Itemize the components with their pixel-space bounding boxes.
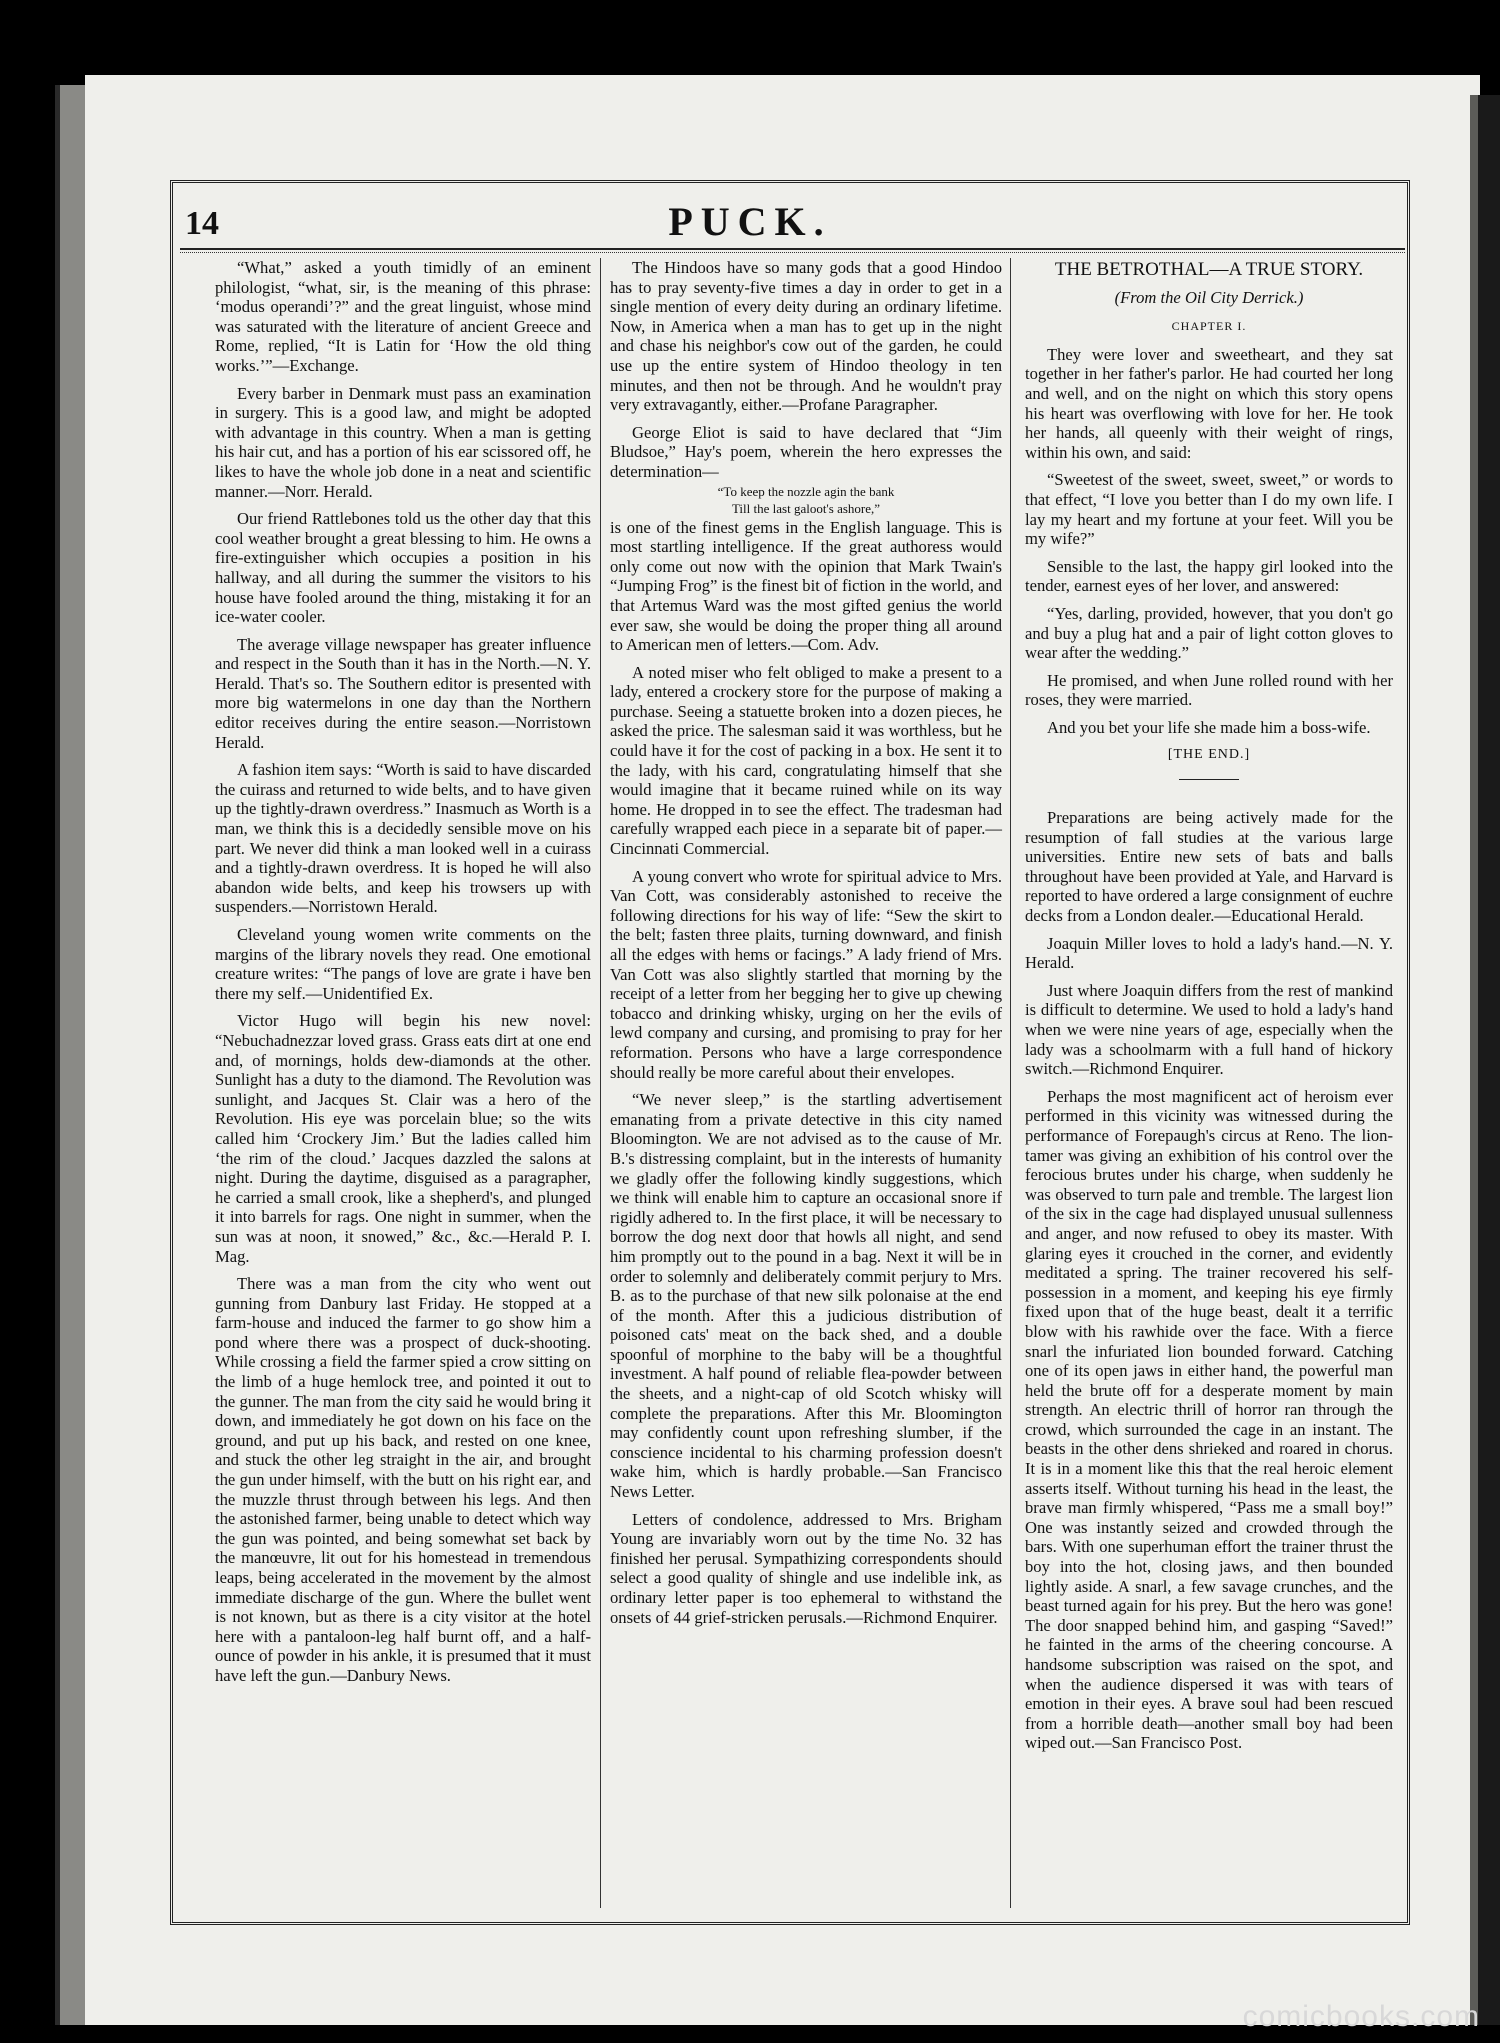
poem-line: “To keep the nozzle agin the bank	[717, 483, 895, 499]
chapter-heading: CHAPTER I.	[1171, 319, 1247, 334]
paragraph: There was a man from the city who went out gunning from Danbury last Friday. He stopped at a farm-house and induced the farmer to go show him a pond where there was a prospect of duck-shooting. While crossing a field the farmer spied a crow sitting on the limb of a huge hemlock tree, and pointed it out to the gunner. The man from the city said he would bring it down, and immediately he got down on his face on the ground, and put up his back, and rested on one knee, and stuck the other leg straight in the air, and brought the gun under himself, with the butt on his right ear, and the muzzle thrust through between his legs. And then the astonished farmer, being unable to detect which way the gun was pointed, and being somewhat set back by the manœuvre, lit out for his homestead in tremendous leaps, being accelerated in the movement by the almost immediate discharge of the gun. Where the bullet went is not known, but as there is a city visitor at the hotel here with a pantaloon-leg half burnt off, and a half-ounce of powder in his ankle, it is presumed that it must have left the gun.—Danbury News.	[215, 1274, 591, 1685]
paragraph: Victor Hugo will begin his new novel: “Nebuchadnezzar loved grass. Grass eats dirt at one end and, of mornings, holds dew-diamonds at the other. Sunlight has a duty to the diamond. The Revolution was sunlight, and Jacques St. Clair was a hero of the Revolution. His eye was porcelain blue; so the wits called him ‘Crockery Jim.’ But the ladies called him ‘the rim of the cloud.’ Jacques dazzled the salons at night. During the daytime, disguised as a paragrapher, he carried a small crook, like a shepherd's, and plunged it into barrels for rags. One night in summer, when the sun was at noon, it snowed,” &c., &c.—Herald P. I. Mag.	[215, 1011, 591, 1266]
paragraph: Just where Joaquin differs from the rest of mankind is difficult to determine. We used to hold a lady's hand when we were nine years of age, especially when the lady was a schoolmarm with a full hand of hickory switch.—Richmond Enquirer.	[1025, 980, 1393, 1079]
paragraph: A fashion item says: “Worth is said to have discarded the cuirass and returned to wide belts, and to have given up the tightly-drawn overdress.” Inasmuch as Worth is a man, we think this is a decidedly sensible move on his part. We never did think a man looked well in a cuirass and a tightly-drawn overdress. It is hoped he will also abandon wide belts, and keep his trowsers up with suspenders.—Norristown Herald.	[215, 760, 591, 917]
paragraph: Our friend Rattlebones told us the other day that this cool weather brought a great blessing to him. He owns a fire-extinguisher which occupies a position in his hallway, and all during the summer the visitors to his house have fooled around the thing, mistaking it for an ice-water cooler.	[215, 509, 591, 627]
paragraph: The Hindoos have so many gods that a good Hindoo has to pray seventy-five times a day in order to get in a single mention of every deity during an ordinary lifetime. Now, in America when a man has to get up in the night and chase his neighbor's cow out of the garden, he could use up the entire system of Hindoo theology in ten minutes, and then not be through. And he wouldn't pray very extravagantly, either.—Profane Paragrapher.	[610, 258, 1002, 415]
header-rule-dotted	[180, 252, 1405, 253]
poem-line: Till the last galoot's ashore,”	[731, 500, 881, 516]
paragraph: “What,” asked a youth timidly of an eminent philologist, “what, sir, is the meaning of this phrase: ‘modus operandi’?” and the great linguist, whose mind was saturated with the literature of ancient Greece and Rome, replied, “It is Latin for ‘How the old thing works.’”—Exchange.	[215, 258, 591, 375]
column-divider	[600, 258, 601, 1908]
paragraph: George Eliot is said to have declared that “Jim Bludsoe,” Hay's poem, wherein the hero expresses the determination—	[610, 422, 1002, 481]
story-end-mark: [THE END.]	[1167, 747, 1251, 763]
section-rule	[1179, 779, 1239, 780]
story-title: THE BETROTHAL—A TRUE STORY.	[1054, 259, 1364, 280]
watermark: comicbooks.com	[1242, 2000, 1480, 2033]
paragraph: Cleveland young women write comments on the margins of the library novels they read. One emotional creature writes: “The pangs of love are grate i have ben there my self.—Unidentified Ex.	[215, 925, 591, 1003]
paragraph: A young convert who wrote for spiritual advice to Mrs. Van Cott, was considerably astonished to receive the following directions for his way of life: “Sew the skirt to the belt; fasten three plaits, turning downward, and finish all the edges with hems or facings.” A lady friend of Mrs. Van Cott was also slightly startled that morning by the receipt of a letter from her begging her to give up chewing tobacco and drinking whisky, urging on her the evils of lewd company and cursing, and promising to pray for her reformation. Persons who have a large correspondence should really be more careful about their envelopes.	[610, 866, 1002, 1082]
paragraph: He promised, and when June rolled round with her roses, they were married.	[1025, 670, 1393, 710]
column-divider	[1010, 258, 1011, 1908]
page-number: 14	[185, 205, 219, 242]
paragraph: “Sweetest of the sweet, sweet, sweet,” or words to that effect, “I love you better than I do my own life. I lay my heart and my fortune at your feet. Will you be my wife?”	[1025, 470, 1393, 549]
masthead: PUCK.	[668, 199, 832, 244]
paragraph: A noted miser who felt obliged to make a present to a lady, entered a crockery store for the purpose of making a purchase. Seeing a statuette broken into a dozen pieces, he asked the price. The salesman said it was worthless, but he could have it for the cost of packing in a box. He sent it to the lady, with his card, congratulating himself that she would imagine that it became ruined while on its way home. He dropped in to see the effect. The tradesman had carefully wrapped each piece in a separate bit of paper.—Cincinnati Commercial.	[610, 662, 1002, 859]
paragraph: Perhaps the most magnificent act of heroism ever performed in this vicinity was witnessed during the performance of Forepaugh's circus at Reno. The lion-tamer was giving an exhibition of his control over the ferocious brutes under his charge, when suddenly he was observed to turn pale and tremble. The largest lion of the six in the cage had displayed unusual sullenness and anger, and now refused to obey its master. With glaring eyes it crouched in the corner, and evidently meditated a spring. The trainer recovered his self-possession in a moment, and keeping his eye firmly fixed upon that of the huge beast, dealt it a terrific blow with his rawhide over the face. With a fierce snarl the infuriated lion bounded forward. Catching one of its open jaws in either hand, the powerful man held the brute off for a desperate moment by main strength. An electric thrill of horror ran through the crowd, which surrounded the cage in an instant. The beasts in the other dens shrieked and roared in chorus. It is in a moment like this that the real heroic element asserts itself. Without turning his head in the least, the brave man firmly whispered, “Pass me a small boy!” One was instantly seized and crowded through the bars. With one superhuman effort the trainer thrust the boy into the hot, closing jaws, and then bounded lightly aside. A snarl, a few savage crunches, and the beast turned again for his prey. But the hero was gone! The door snapped behind him, and gasping “Saved!” he fainted in the arms of the cheering concourse. A handsome subscription was raised on the spot, and when the audience dispersed it was with tears of emotion in their eyes. A brave soul had been rescued from a horrible death—another small boy had been wiped out.—San Francisco Post.	[1025, 1086, 1393, 1753]
column-3	[1025, 258, 1393, 1761]
paragraph: And you bet your life she made him a boss-wife.	[1047, 717, 1371, 737]
column-1	[215, 258, 591, 1694]
paragraph: “We never sleep,” is the startling advertisement emanating from a private detective in this city named Bloomington. We are not advised as to the cause of Mr. B.'s distressing complaint, but in the interests of humanity we gladly offer the following kindly suggestions, which we think will enable him to capture an occasional snore if rigidly adhered to. In the first place, it will be necessary to borrow the dog next door that howls all night, and send him promptly out to the pound in a bag. Next it will be in order to solemnly and deliberately commit perjury to Mrs. B. as to the purchase of that new silk polonaise at the end of the month. After this a judicious distribution of poisoned cats' meat on the back shed, and a double spoonful of morphine to the baby will be a thoughtful investment. A half pound of reliable flea-powder between the sheets, and a night-cap of old Scotch whisky will complete the preparations. After this Mr. Bloomington may confidently count upon refreshing slumber, if the conscience incidental to his charming profession doesn't wake him, which is hardly probable.—San Francisco News Letter.	[610, 1090, 1002, 1502]
paragraph: is one of the finest gems in the English language. This is most startling intelligence. If the great authoress would only come out now with the opinion that Mark Twain's “Jumping Frog” is the finest bit of fiction in the world, and that Artemus Ward was the most gifted genius the world ever saw, she would be doing the proper thing all around to American men of letters.—Com. Adv.	[610, 517, 1002, 655]
paragraph: Joaquin Miller loves to hold a lady's hand.—N. Y. Herald.	[1025, 933, 1393, 973]
story-source: (From the Oil City Derrick.)	[1114, 287, 1304, 307]
header-rule	[180, 248, 1405, 250]
paragraph: Preparations are being actively made for the resumption of fall studies at the various large universities. Entire new sets of bats and balls throughout have been provided at Yale, and Harvard is reported to have ordered a large consignment of euchre decks from a London dealer.—Educational Herald.	[1025, 808, 1393, 926]
paragraph: “Yes, darling, provided, however, that you don't go and buy a plug hat and a pair of light cotton gloves to wear after the wedding.”	[1025, 603, 1393, 663]
page-right-shadow	[1478, 95, 1500, 2025]
paragraph: The average village newspaper has greater influence and respect in the South than it has in the North.—N. Y. Herald. That's so. The Southern editor is presented with more big watermelons in one day than the Northern editor receives during the entire season.—Norristown Herald.	[215, 634, 591, 752]
paragraph: They were lover and sweetheart, and they sat together in her father's parlor. He had courted her long and well, and on the night on which this story opens his heart was overflowing with love for her. He took her hands, all queenly with their weight of rings, within his own, and said:	[1025, 344, 1393, 462]
paragraph: Letters of condolence, addressed to Mrs. Brigham Young are invariably worn out by the time No. 32 has finished her perusal. Sympathizing correspondents should select a good quality of shingle and use indelible ink, as ordinary letter paper is too ephemeral to withstand the onsets of 44 grief-stricken perusals.—Richmond Enquirer.	[610, 1509, 1002, 1627]
paragraph: Sensible to the last, the happy girl looked into the tender, earnest eyes of her lover, and answered:	[1025, 556, 1393, 596]
paragraph: Every barber in Denmark must pass an examination in surgery. This is a good law, and might be adopted with advantage in this country. When a man is getting his hair cut, and has a portion of his ear scissored off, he likes to have the whole job done in a neat and scientific manner.—Norr. Herald.	[215, 383, 591, 501]
column-2	[610, 258, 1002, 1635]
